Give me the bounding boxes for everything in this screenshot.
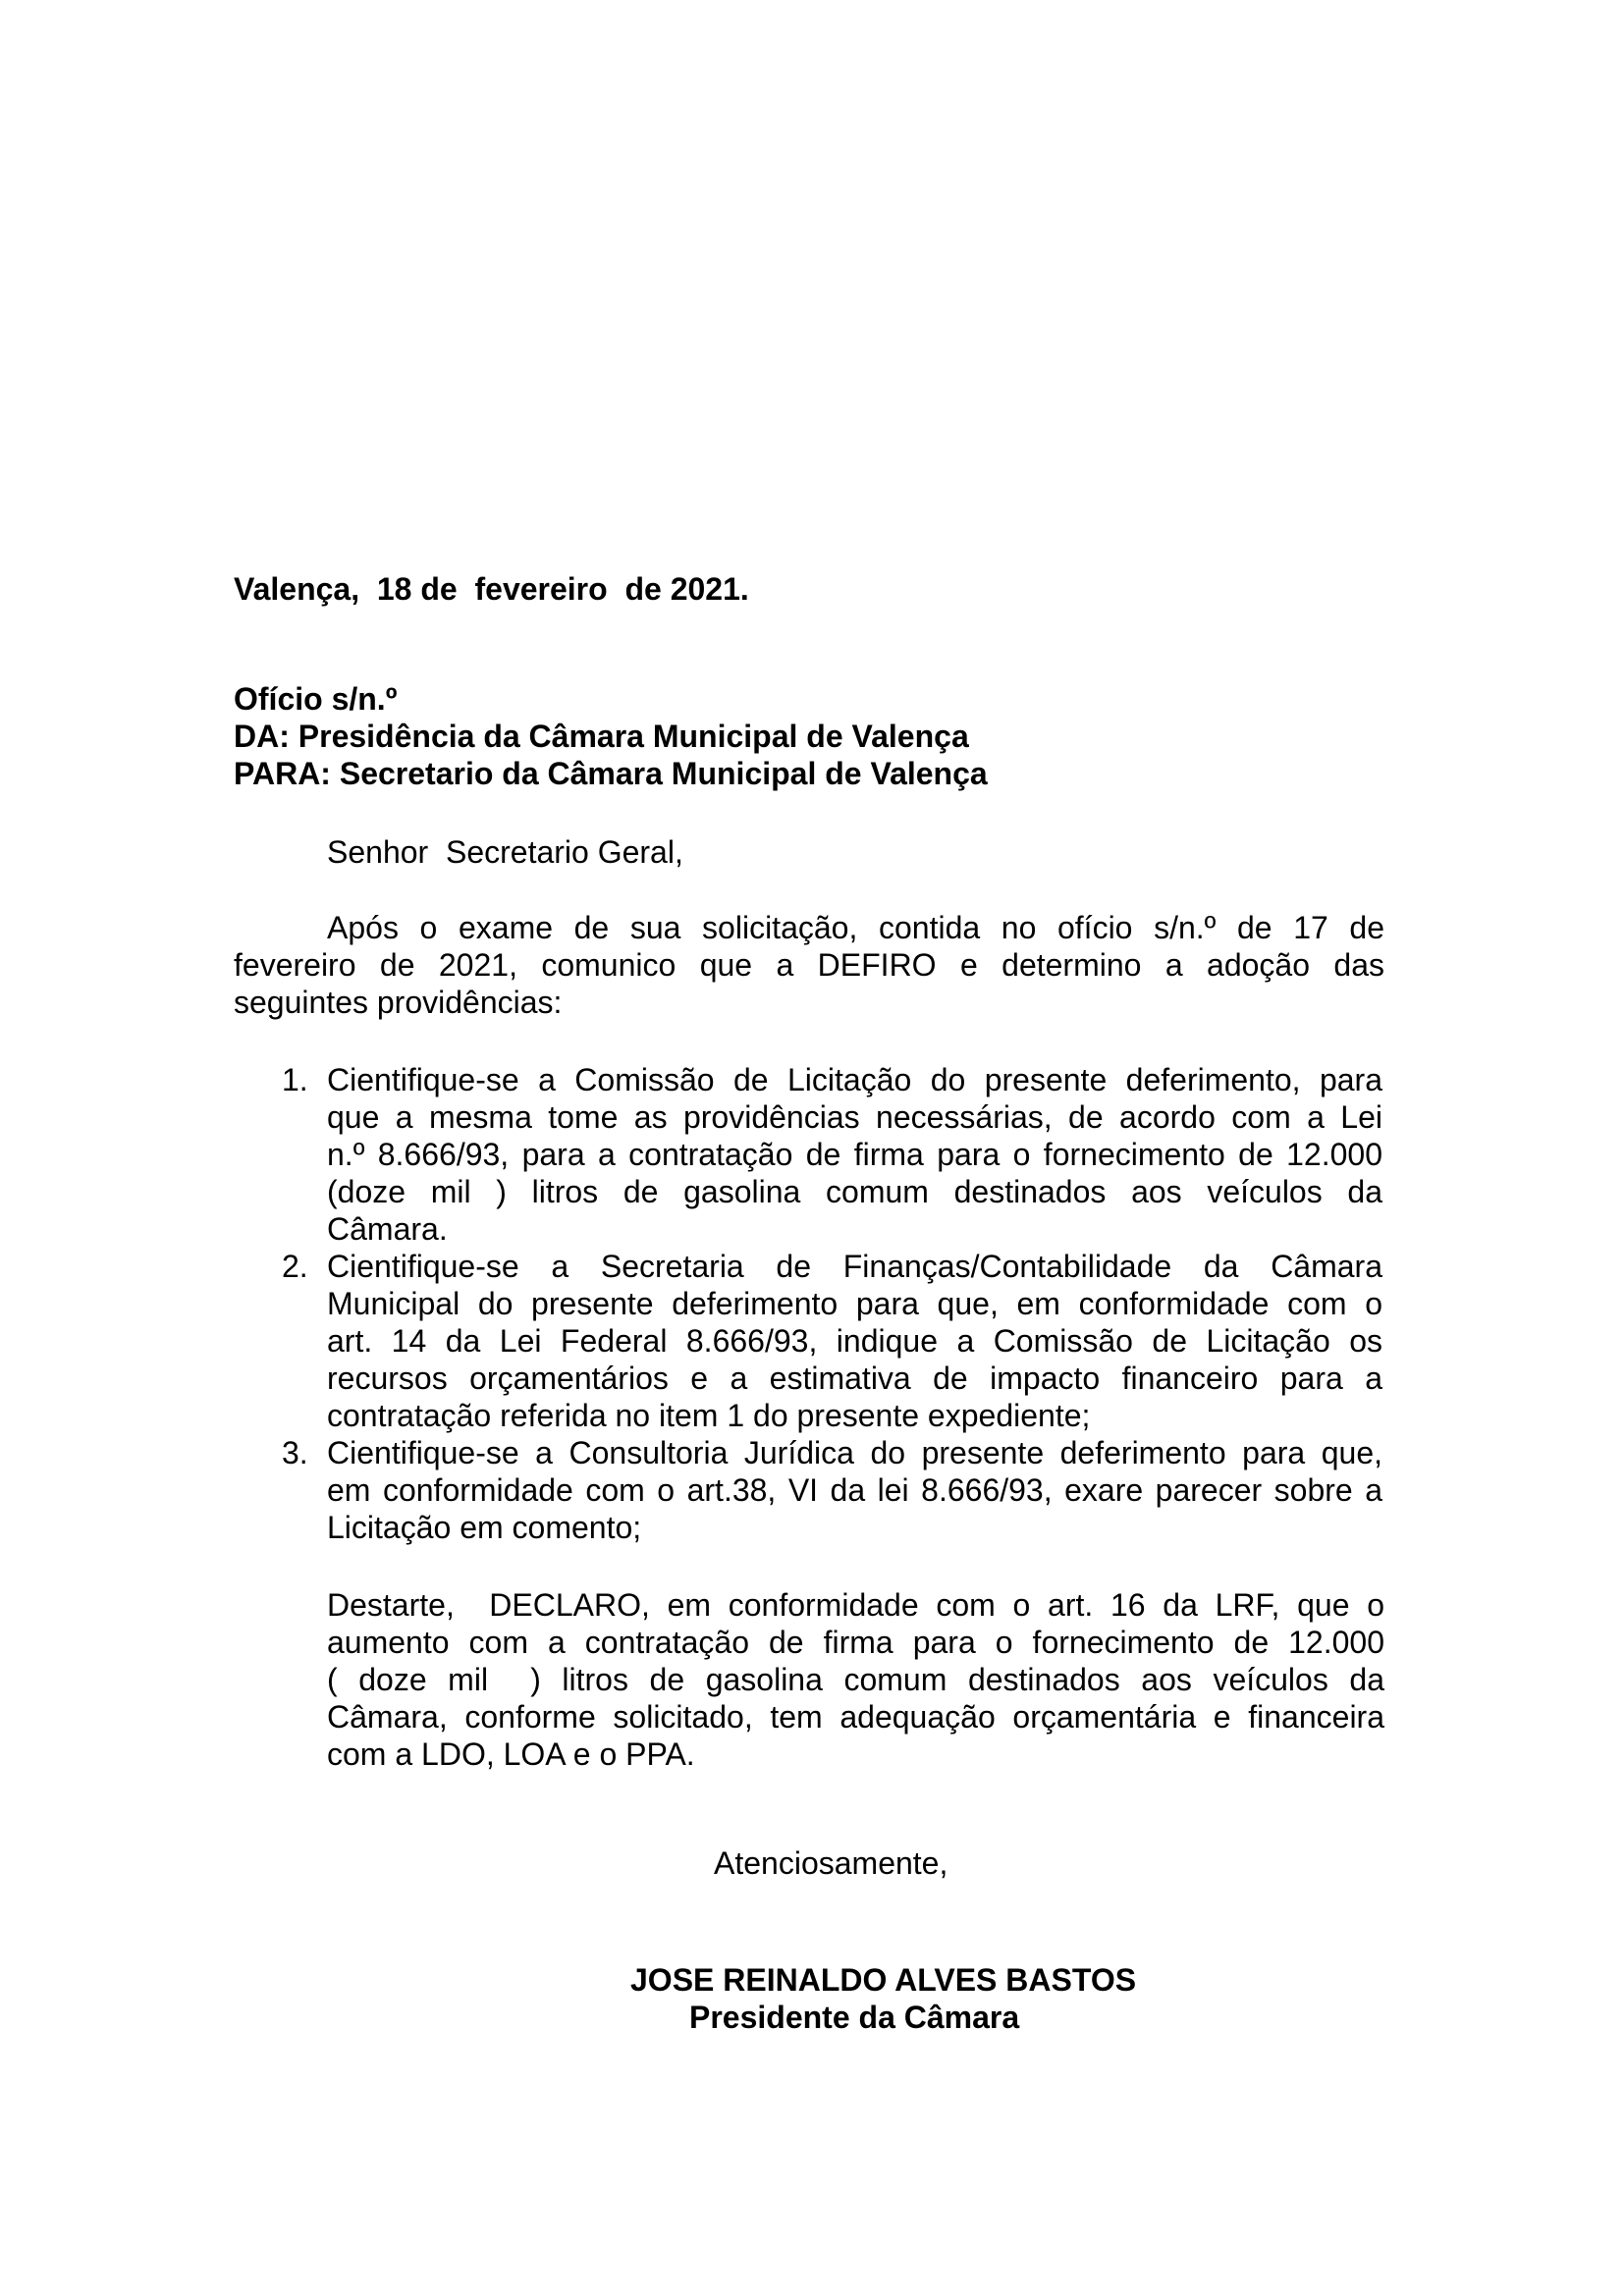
item-line: Licitação em comento;	[327, 1510, 642, 1545]
declaration-line: com a LDO, LOA e o PPA.	[327, 1736, 695, 1772]
signature-name: JOSE REINALDO ALVES BASTOS	[630, 1962, 1137, 1998]
item-line: (doze mil ) litros de gasolina comum destinados aos veículos da	[327, 1174, 1382, 1209]
item-line: n.º 8.666/93, para a contratação de firma para o fornecimento de 12.000	[327, 1137, 1382, 1172]
signature-title: Presidente da Câmara	[689, 2000, 1020, 2035]
list-item	[282, 1248, 1382, 1434]
intro-line: Após o exame de sua solicitação, contida no ofício s/n.º de 17 de	[327, 910, 1384, 945]
item-line: recursos orçamentários e a estimativa de impacto financeiro para a	[327, 1361, 1382, 1396]
closing-salutation: Atenciosamente,	[714, 1845, 948, 1881]
item-line: Cientifique-se a Consultoria Jurídica do presente deferimento para que,	[327, 1435, 1382, 1470]
item-line: Câmara.	[327, 1211, 448, 1247]
salutation: Senhor Secretario Geral,	[327, 834, 683, 870]
item-number: 2.	[282, 1249, 308, 1284]
item-line: que a mesma tome as providências necessárias, de acordo com a Lei	[327, 1099, 1382, 1135]
item-number: 1.	[282, 1062, 308, 1097]
declaration-paragraph	[327, 1586, 1384, 1773]
declaration-line: aumento com a contratação de firma para o fornecimento de 12.000	[327, 1625, 1384, 1660]
item-number: 3.	[282, 1435, 308, 1470]
office-number-line: Ofício s/n.º	[234, 681, 398, 717]
item-line: em conformidade com o art.38, VI da lei 8.666/93, exare parecer sobre a	[327, 1472, 1382, 1508]
ordered-list	[282, 1061, 1382, 1546]
item-line: Cientifique-se a Secretaria de Finanças/Contabilidade da Câmara	[327, 1249, 1382, 1284]
intro-line: fevereiro de 2021, comunico que a DEFIRO e determino a adoção das	[234, 947, 1384, 983]
list-item	[282, 1434, 1382, 1546]
office-to-line: PARA: Secretario da Câmara Municipal de Valença	[234, 756, 988, 791]
date-line: Valença, 18 de fevereiro de 2021.	[234, 571, 749, 607]
intro-line: seguintes providências:	[234, 985, 563, 1020]
item-line: Municipal do presente deferimento para que, em conformidade com o	[327, 1286, 1382, 1321]
office-header-block	[234, 680, 988, 792]
intro-paragraph	[234, 909, 1384, 1021]
item-line: art. 14 da Lei Federal 8.666/93, indique a Comissão de Licitação os	[327, 1323, 1382, 1359]
item-line: contratação referida no item 1 do presente expediente;	[327, 1398, 1091, 1433]
list-item	[282, 1061, 1382, 1248]
declaration-line: Câmara, conforme solicitado, tem adequação orçamentária e financeira	[327, 1699, 1384, 1735]
item-line: Cientifique-se a Comissão de Licitação do presente deferimento, para	[327, 1062, 1382, 1097]
declaration-line: Destarte, DECLARO, em conformidade com o art. 16 da LRF, que o	[327, 1587, 1384, 1623]
office-from-line: DA: Presidência da Câmara Municipal de Valença	[234, 719, 969, 754]
declaration-line: ( doze mil ) litros de gasolina comum destinados aos veículos da	[327, 1662, 1384, 1697]
